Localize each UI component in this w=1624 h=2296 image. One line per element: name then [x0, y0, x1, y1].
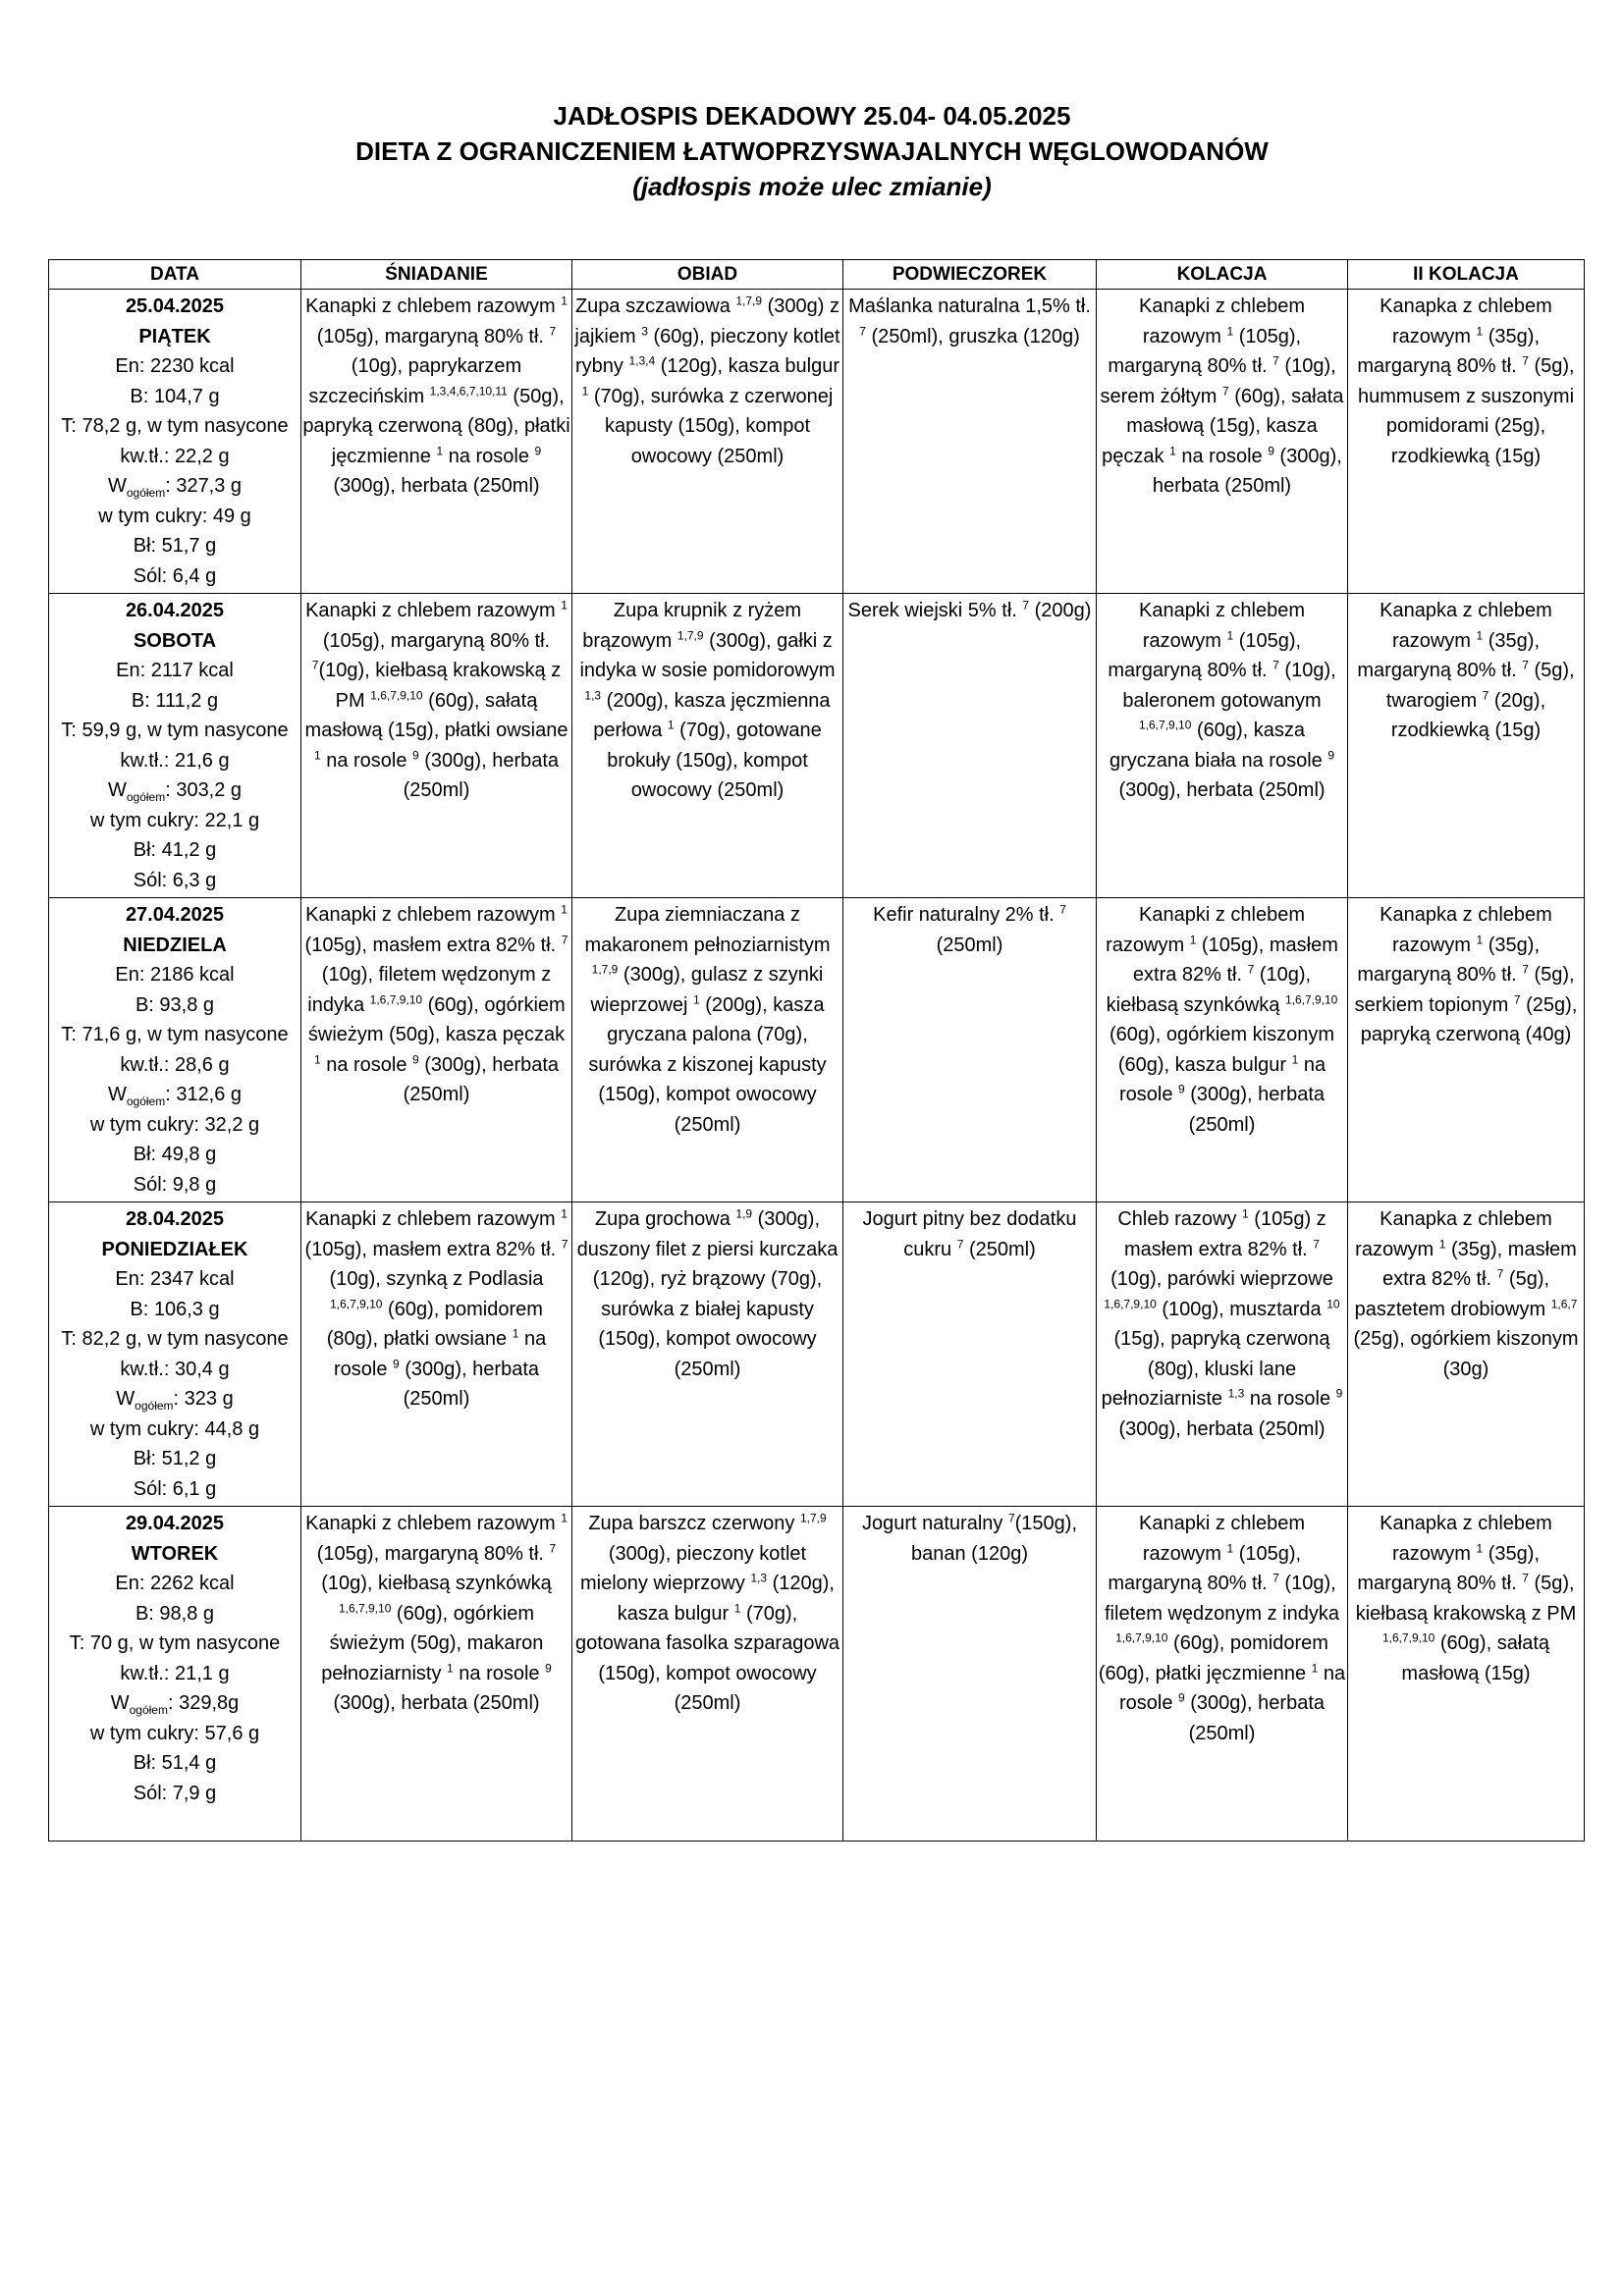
lunch-cell: Zupa szczawiowa $^{1,7,9}$ (300g) z jajkiem $^3$ (60g), pieczony kotlet rybny $^{1,3,4}$ (120g), kasza bulgur $^1$ (70g), surówka z czerwonej kapusty (150g), kompot owocowy (250ml): [572, 290, 843, 594]
snack-cell: Jogurt naturalny $^7$(150g), banan (120g): [843, 1507, 1097, 1842]
nutrition-stat: Sól: 6,1 g: [133, 1477, 217, 1500]
table-header-row: [49, 260, 1585, 290]
table-row: [49, 1202, 1585, 1507]
menu-note: (jadłospis może ulec zmianie): [632, 172, 992, 201]
day-date: 25.04.2025: [125, 295, 225, 317]
nutrition-stat: En: 2262 kcal: [115, 1573, 235, 1594]
breakfast-cell: Kanapki z chlebem razowym $^1$ (105g), margaryną 80% tł. $^7$ (10g), kiełbasą szynkówką $^{1,6,7,9,10}$ (60g), ogórkiem świeżym (50g), makaron pełnoziarnisty $^1$ na rosole $^9$ (300g), herbata (250ml): [301, 1507, 572, 1842]
breakfast-cell: Kanapki z chlebem razowym $^1$ (105g), masłem extra 82% tł. $^7$ (10g), filetem wędzonym z indyka $^{1,6,7,9,10}$ (60g), ogórkiem świeżym (50g), kasza pęczak $^1$ na rosole $^9$ (300g), herbata (250ml): [301, 898, 572, 1202]
nutrition-stat: T: 71,6 g, w tym nasycone kw.tł.: 28,6 g: [61, 1024, 289, 1076]
day-name: PIĄTEK: [138, 325, 211, 347]
nutrition-stat: $W_{ogółem}$: 327,3 g: [107, 475, 243, 500]
lunch-cell: Zupa grochowa $^{1,9}$ (300g), duszony filet z piersi kurczaka (120g), ryż brązowy (70g), surówka z białej kapusty (150g), kompot owocowy (250ml): [572, 1202, 843, 1507]
header-breakfast: ŚNIADANIE: [301, 260, 572, 290]
second-dinner-cell: Kanapka z chlebem razowym $^1$ (35g), margaryną 80% tł. $^7$ (5g), serkiem topionym $^7$ (25g), papryką czerwoną (40g): [1348, 898, 1585, 1202]
date-cell: [49, 1202, 301, 1507]
breakfast-cell: Kanapki z chlebem razowym $^1$ (105g), masłem extra 82% tł. $^7$ (10g), szynką z Podlasia $^{1,6,7,9,10}$ (60g), pomidorem (80g), płatki owsiane $^1$ na rosole $^9$ (300g), herbata (250ml): [301, 1202, 572, 1507]
nutrition-stat: w tym cukry: 49 g: [98, 505, 251, 527]
snack-cell: Kefir naturalny 2% tł. $^7$ (250ml): [843, 898, 1097, 1202]
day-date: 26.04.2025: [125, 600, 225, 621]
nutrition-stat: Bł: 41,2 g: [133, 839, 217, 861]
header-lunch: OBIAD: [572, 260, 843, 290]
dinner-cell: Kanapki z chlebem razowym $^1$ (105g), margaryną 80% tł. $^7$ (10g), baleronem gotowanym $^{1,6,7,9,10}$ (60g), kasza gryczana biała na rosole $^9$ (300g), herbata (250ml): [1097, 594, 1348, 898]
snack-cell: Serek wiejski 5% tł. $^7$ (200g): [843, 594, 1097, 898]
nutrition-stat: En: 2347 kcal: [115, 1268, 235, 1290]
nutrition-stat: $W_{ogółem}$: 303,2 g: [107, 779, 243, 804]
date-cell: [49, 594, 301, 898]
dinner-cell: Kanapki z chlebem razowym $^1$ (105g), masłem extra 82% tł. $^7$ (10g), kiełbasą szynkówką $^{1,6,7,9,10}$ (60g), ogórkiem kiszonym (60g), kasza bulgur $^1$ na rosole $^9$ (300g), herbata (250ml): [1097, 898, 1348, 1202]
nutrition-stat: Bł: 51,7 g: [133, 535, 217, 557]
nutrition-stat: En: 2186 kcal: [115, 964, 235, 986]
day-name: NIEDZIELA: [123, 934, 227, 956]
nutrition-stat: w tym cukry: 44,8 g: [89, 1417, 260, 1440]
nutrition-stat: Sól: 6,4 g: [133, 564, 217, 587]
nutrition-stat: $W_{ogółem}$: 312,6 g: [107, 1084, 243, 1108]
menu-table-body: [49, 290, 1585, 1842]
nutrition-stat: $W_{ogółem}$: 323 g: [116, 1388, 234, 1413]
date-cell: [49, 1507, 301, 1842]
nutrition-stat: Sól: 6,3 g: [133, 869, 217, 891]
table-row: [49, 898, 1585, 1202]
table-row: [49, 290, 1585, 594]
nutrition-stat: w tym cukry: 22,1 g: [89, 809, 260, 831]
second-dinner-cell: Kanapka z chlebem razowym $^1$ (35g), margaryną 80% tł. $^7$ (5g), kiełbasą krakowską z PM $^{1,6,7,9,10}$ (60g), sałatą masłową (15g): [1348, 1507, 1585, 1842]
lunch-cell: Zupa krupnik z ryżem brązowym $^{1,7,9}$ (300g), gałki z indyka w sosie pomidorowym $^{1,3}$ (200g), kasza jęczmienna perłowa $^1$ (70g), gotowane brokuły (150g), kompot owocowy (250ml): [572, 594, 843, 898]
day-date: 27.04.2025: [125, 904, 225, 926]
breakfast-cell: Kanapki z chlebem razowym $^1$ (105g), margaryną 80% tł. $^7$(10g), kiełbasą krakowską z PM $^{1,6,7,9,10}$ (60g), sałatą masłową (15g), płatki owsiane $^1$ na rosole $^9$ (300g), herbata (250ml): [301, 594, 572, 898]
nutrition-stat: $W_{ogółem}$: 329,8g: [110, 1692, 240, 1717]
snack-cell: Maślanka naturalna 1,5% tł. $^7$ (250ml), gruszka (120g): [843, 290, 1097, 594]
nutrition-stat: T: 78,2 g, w tym nasycone kw.tł.: 22,2 g: [61, 415, 289, 467]
nutrition-stat: w tym cukry: 32,2 g: [89, 1113, 260, 1136]
header-date: DATA: [49, 260, 301, 290]
header-second-dinner: II KOLACJA: [1348, 260, 1585, 290]
nutrition-stat: T: 70 g, w tym nasycone kw.tł.: 21,1 g: [69, 1632, 281, 1684]
page-header: [0, 98, 1624, 204]
lunch-cell: Zupa barszcz czerwony $^{1,7,9}$ (300g), pieczony kotlet mielony wieprzowy $^{1,3}$ (120g), kasza bulgur $^1$ (70g), gotowana fasolka szparagowa (150g), kompot owocowy (250ml): [572, 1507, 843, 1842]
table-row: [49, 1507, 1585, 1842]
nutrition-stat: Sól: 7,9 g: [133, 1782, 217, 1804]
dinner-cell: Chleb razowy $^1$ (105g) z masłem extra 82% tł. $^7$ (10g), parówki wieprzowe $^{1,6,7,9,10}$ (100g), musztarda $^{10}$ (15g), papryką czerwoną (80g), kluski lane pełnoziarniste $^{1,3}$ na rosole $^9$ (300g), herbata (250ml): [1097, 1202, 1348, 1507]
lunch-cell: Zupa ziemniaczana z makaronem pełnoziarnistym $^{1,7,9}$ (300g), gulasz z szynki wieprzowej $^1$ (200g), kasza gryczana palona (70g), surówka z kiszonej kapusty (150g), kompot owocowy (250ml): [572, 898, 843, 1202]
menu-table: [48, 259, 1585, 1842]
breakfast-cell: Kanapki z chlebem razowym $^1$ (105g), margaryną 80% tł. $^7$ (10g), paprykarzem szczecińskim $^{1,3,4,6,7,10,11}$ (50g), papryką czerwoną (80g), płatki jęczmienne $^1$ na rosole $^9$ (300g), herbata (250ml): [301, 290, 572, 594]
second-dinner-cell: Kanapka z chlebem razowym $^1$ (35g), margaryną 80% tł. $^7$ (5g), hummusem z suszonymi pomidorami (25g), rzodkiewką (15g): [1348, 290, 1585, 594]
table-row: [49, 594, 1585, 898]
diet-title: DIETA Z OGRANICZENIEM ŁATWOPRZYSWAJALNYCH WĘGLOWODANÓW: [355, 136, 1269, 166]
snack-cell: Jogurt pitny bez dodatku cukru $^7$ (250ml): [843, 1202, 1097, 1507]
header-snack: PODWIECZOREK: [843, 260, 1097, 290]
day-name: SOBOTA: [133, 629, 217, 652]
nutrition-stat: B: 93,8 g: [135, 993, 215, 1016]
nutrition-stat: B: 111,2 g: [131, 689, 219, 712]
date-cell: [49, 290, 301, 594]
nutrition-stat: Bł: 49,8 g: [133, 1144, 217, 1165]
day-date: 29.04.2025: [125, 1513, 225, 1534]
nutrition-stat: B: 98,8 g: [135, 1602, 215, 1625]
nutrition-stat: B: 106,3 g: [130, 1298, 220, 1320]
second-dinner-cell: Kanapka z chlebem razowym $^1$ (35g), margaryną 80% tł. $^7$ (5g), twarogiem $^7$ (20g), rzodkiewką (15g): [1348, 594, 1585, 898]
day-date: 28.04.2025: [125, 1208, 225, 1230]
nutrition-stat: Bł: 51,4 g: [133, 1752, 217, 1774]
dinner-cell: Kanapki z chlebem razowym $^1$ (105g), margaryną 80% tł. $^7$ (10g), filetem wędzonym z indyka $^{1,6,7,9,10}$ (60g), pomidorem (60g), płatki jęczmienne $^1$ na rosole $^9$ (300g), herbata (250ml): [1097, 1507, 1348, 1842]
nutrition-stat: Bł: 51,2 g: [133, 1448, 217, 1469]
date-cell: [49, 898, 301, 1202]
nutrition-stat: B: 104,7 g: [130, 385, 220, 407]
nutrition-stat: En: 2230 kcal: [115, 355, 235, 377]
page-title: JADŁOSPIS DEKADOWY 25.04- 04.05.2025: [553, 101, 1071, 131]
second-dinner-cell: Kanapka z chlebem razowym $^1$ (35g), masłem extra 82% tł. $^7$ (5g), pasztetem drobiowym $^{1,6,7}$ (25g), ogórkiem kiszonym (30g): [1348, 1202, 1585, 1507]
nutrition-stat: En: 2117 kcal: [116, 660, 234, 681]
nutrition-stat: T: 59,9 g, w tym nasycone kw.tł.: 21,6 g: [61, 720, 289, 772]
nutrition-stat: w tym cukry: 57,6 g: [89, 1722, 260, 1744]
day-name: WTOREK: [131, 1542, 219, 1565]
header-dinner: KOLACJA: [1097, 260, 1348, 290]
nutrition-stat: Sól: 9,8 g: [133, 1173, 217, 1196]
dinner-cell: Kanapki z chlebem razowym $^1$ (105g), margaryną 80% tł. $^7$ (10g), serem żółtym $^7$ (60g), sałata masłową (15g), kasza pęczak $^1$ na rosole $^9$ (300g), herbata (250ml): [1097, 290, 1348, 594]
nutrition-stat: T: 82,2 g, w tym nasycone kw.tł.: 30,4 g: [61, 1328, 289, 1380]
day-name: PONIEDZIAŁEK: [101, 1238, 248, 1260]
